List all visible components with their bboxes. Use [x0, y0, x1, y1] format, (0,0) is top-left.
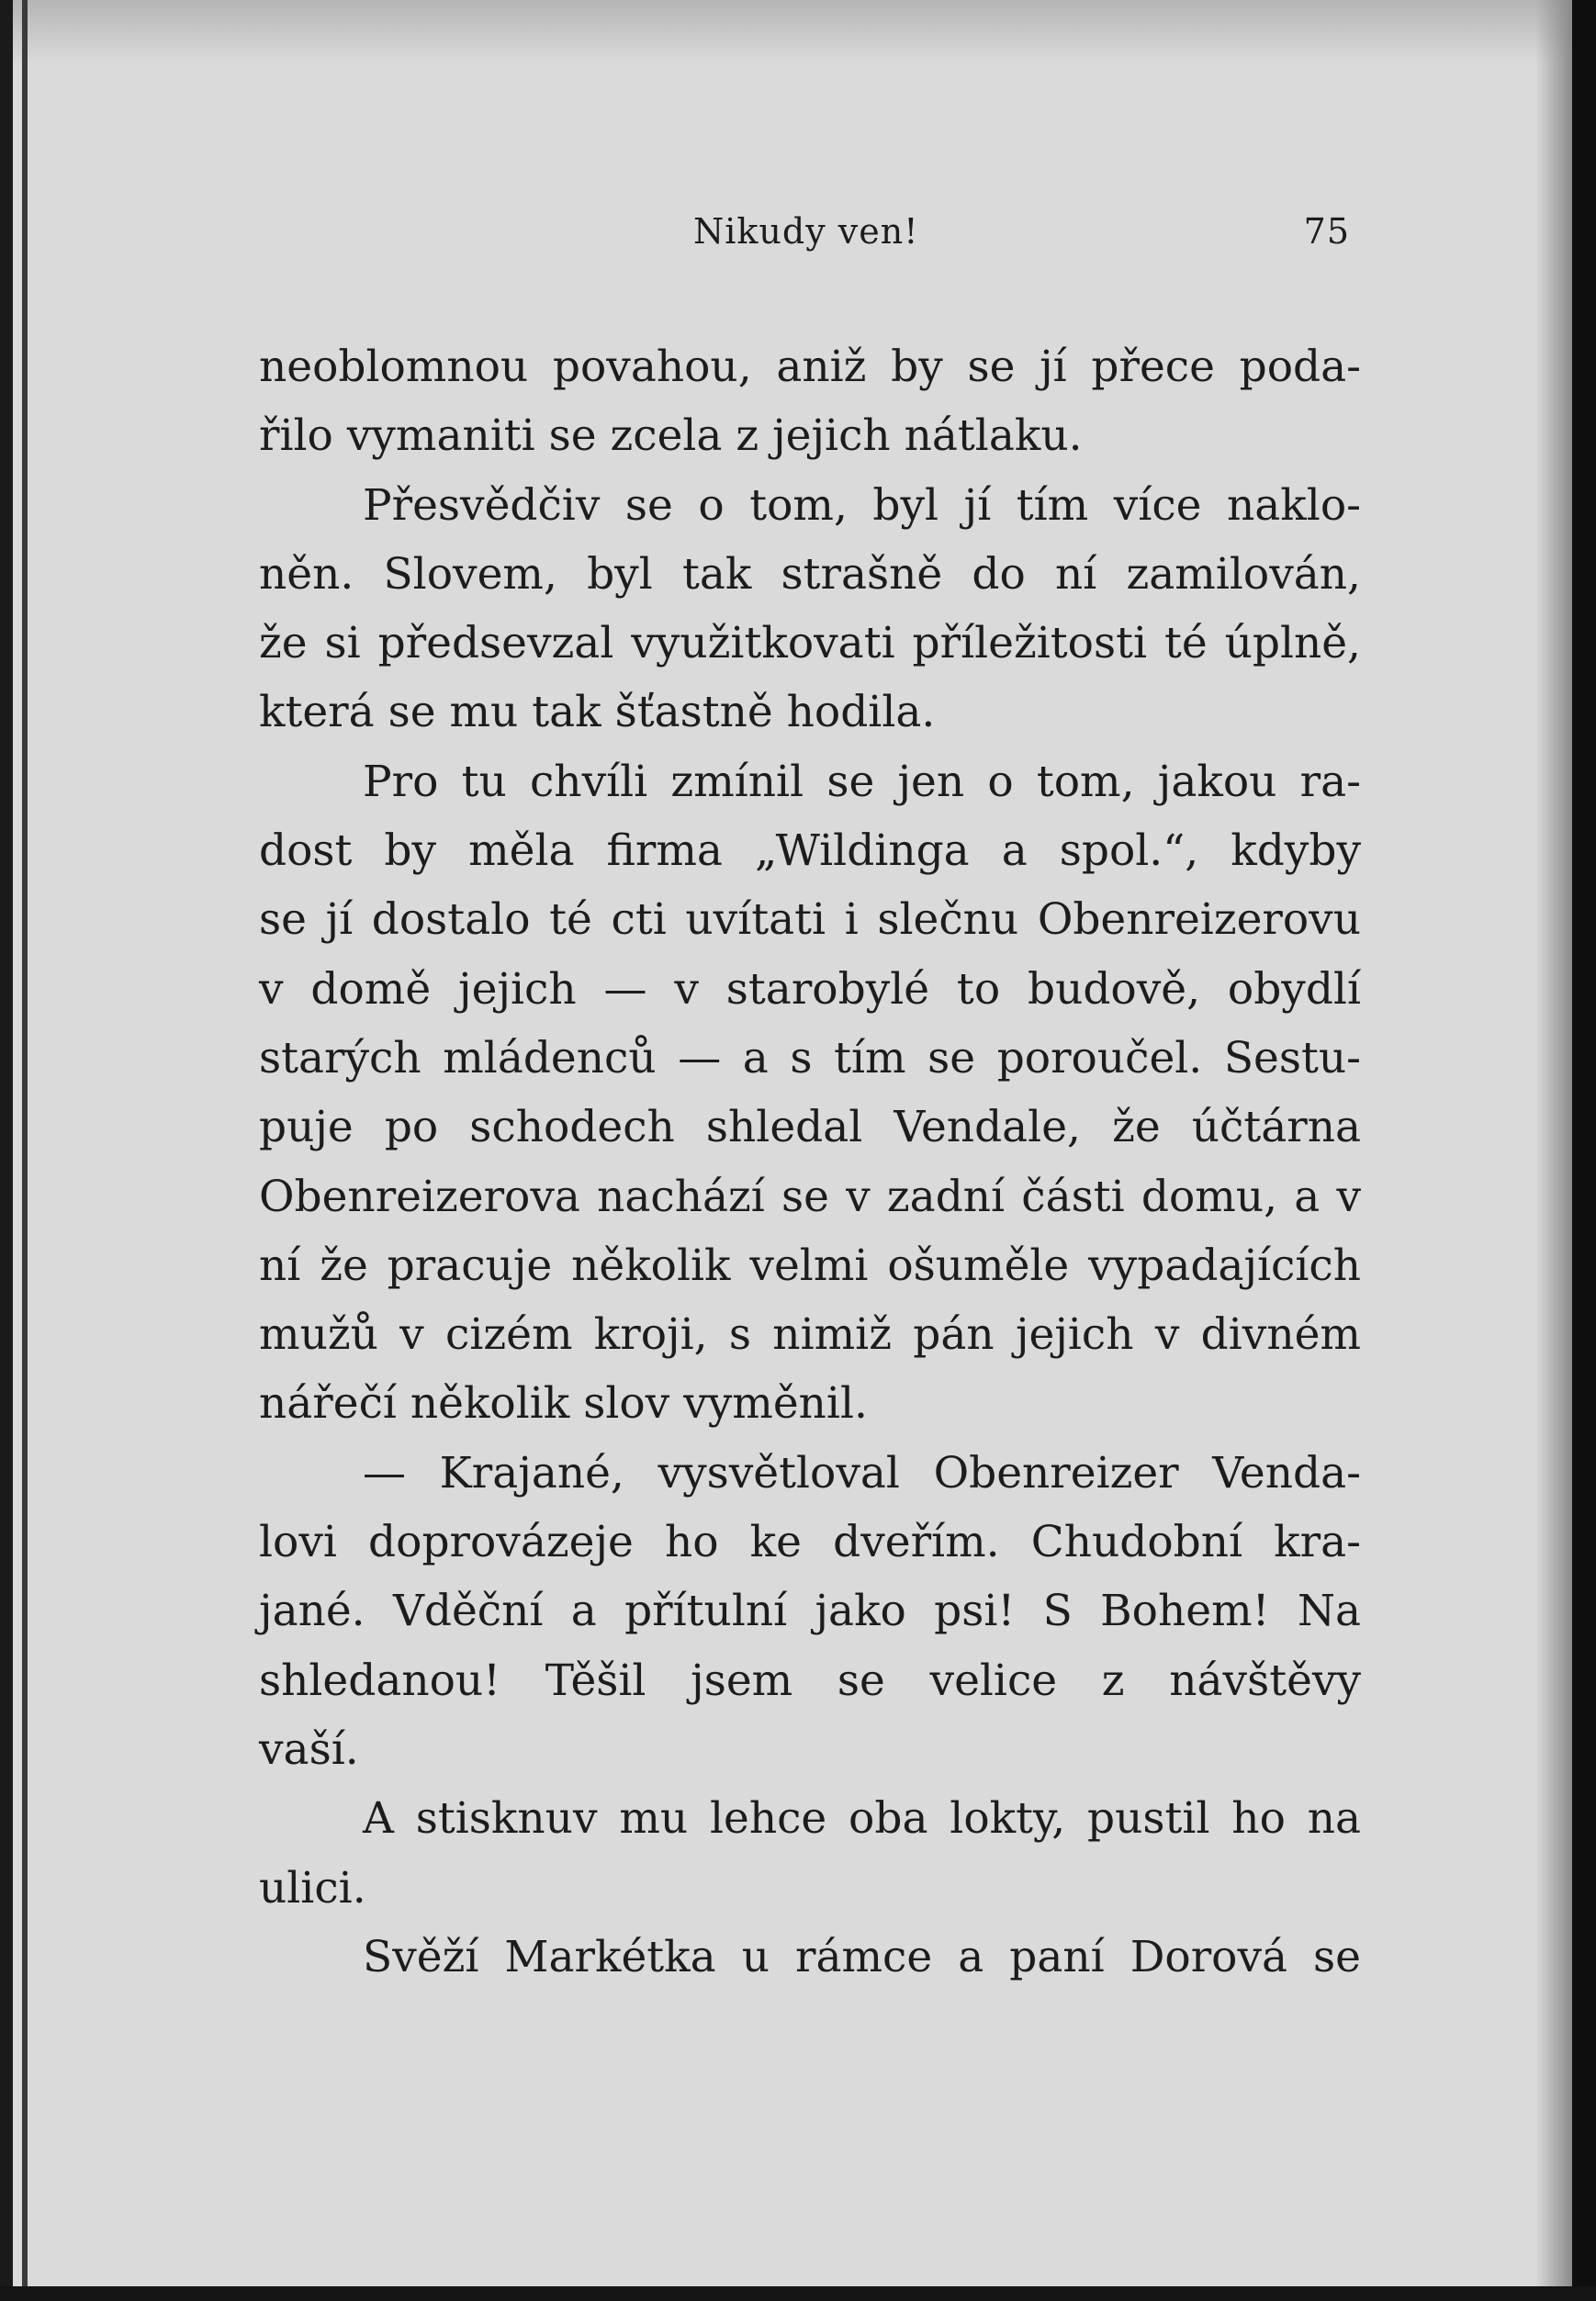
text-line: v domě jejich — v starobylé to budově, obydlí	[259, 963, 1361, 1015]
text-line: dost by měla firma „Wildinga a spol.“, kdyby	[259, 825, 1361, 877]
text-line: Pro tu chvíli zmínil se jen o tom, jakou ra-	[363, 756, 1361, 807]
text-line: vaší.	[259, 1723, 359, 1775]
text-line: ulici.	[259, 1862, 366, 1914]
text-line: mužů v cizém kroji, s nimiž pán jejich v divném	[259, 1309, 1361, 1361]
text-line: A stisknuv mu lehce oba lokty, pustil ho na	[363, 1793, 1361, 1845]
text-line: řilo vymaniti se zcela z jejich nátlaku.	[259, 410, 1083, 462]
top-shadow	[0, 0, 1596, 64]
text-line: se jí dostalo té cti uvítati i slečnu Obenreizerovu	[259, 894, 1361, 946]
body-text	[259, 332, 1361, 1992]
text-line: která se mu tak šťastně hodila.	[259, 687, 936, 738]
text-line: Svěží Markétka u rámce a paní Dorová se	[363, 1931, 1361, 1982]
text-line: Přesvědčiv se o tom, byl jí tím více naklo-	[363, 479, 1361, 531]
text-line: něn. Slovem, byl tak strašně do ní zamilován,	[259, 548, 1361, 600]
text-line: lovi doprovázeje ho ke dveřím. Chudobní kra-	[259, 1517, 1361, 1568]
text-line: shledanou! Těšil jsem se velice z návštěvy	[259, 1655, 1361, 1706]
text-line: puje po schodech shledal Vendale, že účtárna	[259, 1102, 1361, 1153]
text-line: Obenreizerova nachází se v zadní části domu, a v	[259, 1171, 1361, 1222]
page-content	[259, 202, 1361, 1992]
text-line: ní že pracuje několik velmi ošuměle vypadajících	[259, 1240, 1361, 1291]
running-title: Nikudy ven!	[693, 211, 919, 252]
right-edge	[1572, 0, 1596, 2301]
page-number: 75	[1303, 211, 1350, 252]
text-line: starých mládenců — a s tím se poroučel. Sestu-	[259, 1032, 1361, 1083]
running-head	[259, 202, 1361, 257]
binding-edge-line	[22, 0, 28, 2301]
text-line: nářečí několik slov vyměnil.	[259, 1378, 868, 1430]
text-line: že si předsevzal využitkovati příležitosti té úplně,	[259, 618, 1361, 669]
text-line: jané. Vděční a přítulní jako psi! S Bohem! Na	[259, 1586, 1361, 1637]
right-edge-shadow	[1535, 0, 1572, 2301]
binding-edge	[0, 0, 13, 2301]
bottom-edge	[0, 2286, 1596, 2301]
text-line: — Krajané, vysvětloval Obenreizer Venda-	[363, 1447, 1361, 1498]
text-line: neoblomnou povahou, aniž by se jí přece poda-	[259, 342, 1361, 392]
